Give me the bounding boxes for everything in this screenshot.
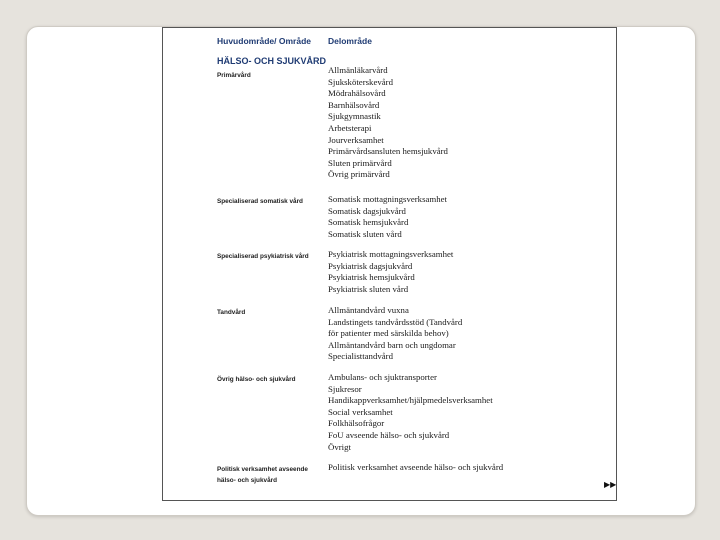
- subarea-item: Landstingets tandvårdsstöd (Tandvård: [328, 316, 463, 327]
- area-politisk-verksamhet: Politisk verksamhet avseende hälso- och sjukvård: [217, 466, 308, 484]
- subarea-list-ovrig: [328, 372, 493, 453]
- subarea-list-psykiatrisk: [328, 249, 453, 295]
- column-header-subarea: Delområde: [328, 36, 372, 46]
- subarea-item: Jourverksamhet: [328, 134, 384, 145]
- subarea-item: Primärvårdsansluten hemsjukvård: [328, 146, 448, 157]
- subarea-item: Övrig primärvård: [328, 169, 390, 180]
- subarea-item: Psykiatrisk dagsjukvård: [328, 260, 413, 271]
- subarea-item: Allmäntandvård barn och ungdomar: [328, 339, 456, 350]
- area-specialiserad-somatisk: Specialiserad somatisk vård: [217, 198, 303, 205]
- subarea-item: Ambulans- och sjuktransporter: [328, 372, 437, 382]
- document-page: [162, 27, 617, 501]
- subarea-item: Sjukgymnastik: [328, 111, 381, 122]
- area-specialiserad-psykiatrisk: Specialiserad psykiatrisk vård: [217, 253, 309, 260]
- section-title: HÄLSO- OCH SJUKVÅRD: [217, 56, 327, 66]
- subarea-item: för patienter med särskilda behov): [328, 328, 449, 339]
- subarea-item: Somatisk hemsjukvård: [328, 217, 409, 228]
- subarea-list-primarvard: [328, 65, 448, 181]
- subarea-list-politisk: [328, 462, 503, 474]
- subarea-item: Somatisk sluten vård: [328, 228, 402, 239]
- subarea-item: Politisk verksamhet avseende hälso- och sjukvård: [328, 462, 504, 472]
- subarea-item: Somatisk mottagningsverksamhet: [328, 194, 447, 204]
- subarea-item: Psykiatrisk mottagningsverksamhet: [328, 249, 454, 259]
- subarea-list-tandvard: [328, 305, 462, 363]
- fast-forward-icon[interactable]: ▶▶: [604, 480, 617, 489]
- subarea-item: Somatisk dagsjukvård: [328, 205, 406, 216]
- subarea-item: Sjukresor: [328, 383, 362, 394]
- subarea-item: Övrigt: [328, 441, 351, 452]
- subarea-item: Social verksamhet: [328, 406, 393, 417]
- subarea-item: Folkhälsofrågor: [328, 418, 385, 429]
- area-tandvard: Tandvård: [217, 309, 246, 316]
- subarea-item: Arbetsterapi: [328, 122, 372, 133]
- subarea-item: Allmäntandvård vuxna: [328, 305, 409, 315]
- subarea-item: Allmänläkarvård: [328, 65, 388, 75]
- subarea-item: Sluten primärvård: [328, 157, 392, 168]
- subarea-item: FoU avseende hälso- och sjukvård: [328, 429, 450, 440]
- area-primarvard: Primärvård: [217, 72, 251, 79]
- subarea-item: Barnhälsovård: [328, 99, 380, 110]
- subarea-item: Psykiatrisk sluten vård: [328, 283, 409, 294]
- column-header-area: Huvudområde/ Område: [217, 36, 311, 46]
- subarea-item: Handikappverksamhet/hjälpmedelsverksamhet: [328, 395, 493, 406]
- subarea-item: Specialisttandvård: [328, 351, 393, 362]
- subarea-item: Sjuksköterskevård: [328, 76, 393, 87]
- subarea-item: Psykiatrisk hemsjukvård: [328, 272, 415, 283]
- subarea-item: Mödrahälsovård: [328, 88, 386, 99]
- area-ovrig-halso-sjukvard: Övrig hälso- och sjukvård: [217, 376, 296, 383]
- subarea-list-somatisk: [328, 194, 447, 240]
